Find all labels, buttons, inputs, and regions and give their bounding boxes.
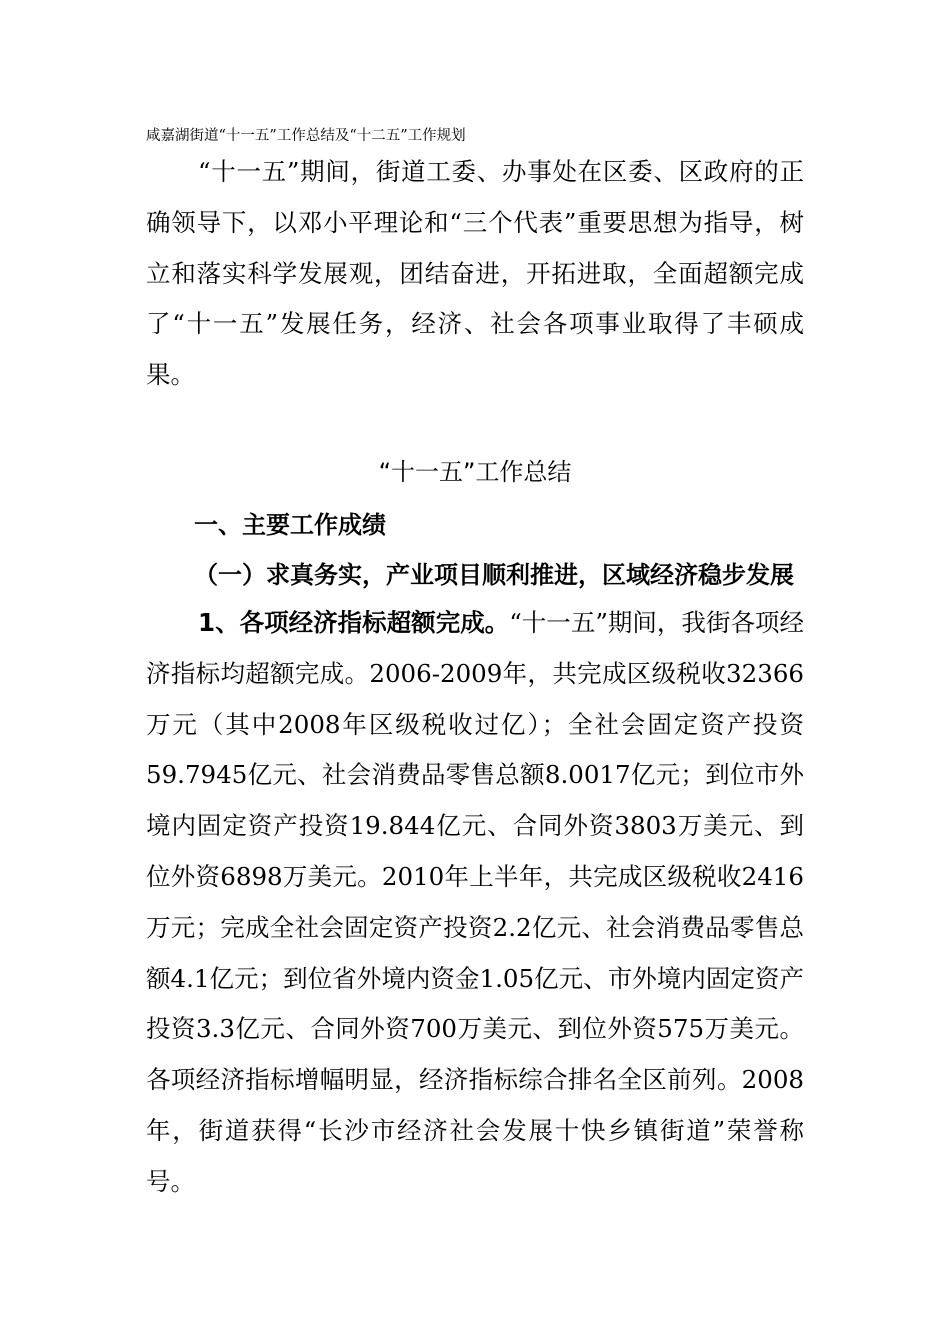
paragraph-1 [146, 598, 804, 1208]
paragraph-1-body: “十一五”期间，我街各项经济指标均超额完成。2006-2009年，共完成区级税收32366万元（其中2008年区级税收过亿）；全社会固定资产投资59.7945亿元、社会消费品零售总额8.0017亿元；到位市外境内固定资产投资19.844亿元、合同外资3803万美元、到位外资6898万美元。2010年上半年，共完成区级税收2416万元；完成全社会固定资产投资2.2亿元、社会消费品零售总额4.1亿元；到位省外境内资金1.05亿元、市外境内固定资产投资3.3亿元、合同外资700万美元、到位外资575万美元。各项经济指标增幅明显，经济指标综合排名全区前列。2008年，街道获得“长沙市经济社会发展十快乡镇街道”荣誉称号。 [146, 608, 804, 1196]
intro-paragraph: “十一五”期间，街道工委、办事处在区委、区政府的正确领导下，以邓小平理论和“三个代表”重要思想为指导，树立和落实科学发展观，团结奋进，开拓进取，全面超额完成了“十一五”发展任务，经济、社会各项事业取得了丰硕成果。 [146, 157, 804, 390]
heading-level-1: 一、主要工作成绩 [194, 511, 386, 539]
paragraph-1-lead: 1、各项经济指标超额完成。 [198, 608, 510, 637]
document-title: 咸嘉湖街道“十一五”工作总结及“十二五”工作规划 [146, 128, 466, 144]
section-title: “十一五”工作总结 [378, 458, 572, 486]
heading-level-2: （一）求真务实，产业项目顺利推进，区域经济稳步发展 [194, 561, 794, 589]
